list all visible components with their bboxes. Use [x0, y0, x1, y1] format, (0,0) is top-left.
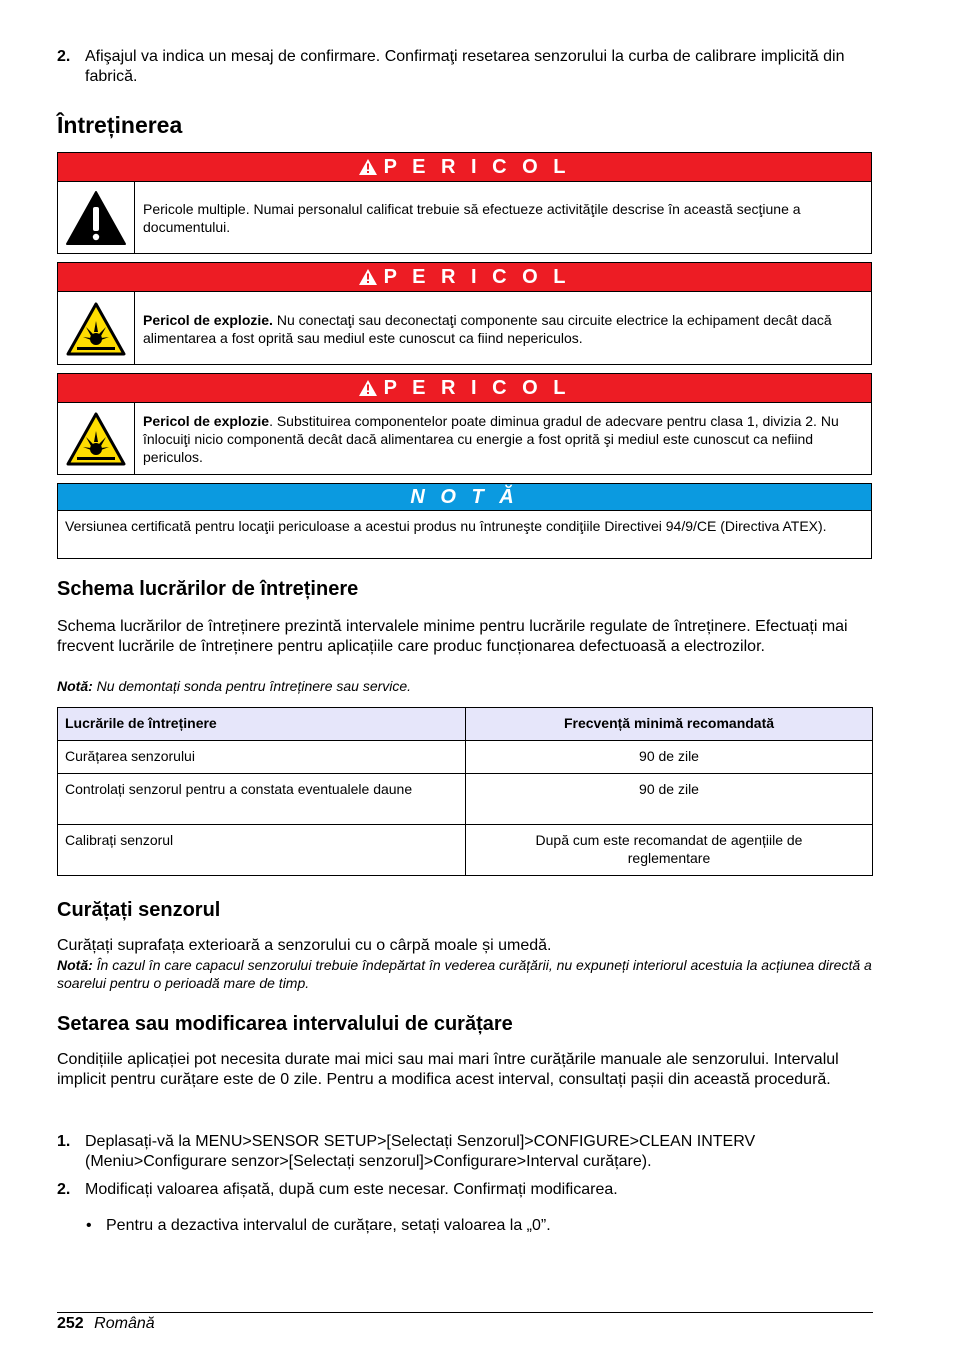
danger-label: P E R I C O L	[383, 376, 571, 399]
danger-label: P E R I C O L	[383, 155, 571, 178]
interval-paragraph: Condițiile aplicației pot necesita durate mai mici sau mai mari între curățările manuale ale senzorului. Intervalul implicit pentru curățare este de 0 zile. Pentru a modifica acest interval, consultați pașii din această procedură.	[57, 1051, 839, 1088]
maintenance-table	[57, 707, 873, 876]
explosion-hazard-icon	[58, 403, 135, 475]
step-number: 1.	[57, 1133, 71, 1150]
table-header-row	[58, 708, 873, 741]
note-text: În cazul în care capacul senzorului trebuie îndepărtat în vederea curățării, nu expuneți interiorul acestuia la acțiunea directă a soarelui pentru o perioadă mare de timp.	[57, 957, 872, 991]
danger-message: Pericole multiple. Numai personalul calificat trebuie să efectueze activităţile descrise în această secţiune a documentului.	[143, 201, 801, 235]
notice-header: N O T Ă	[58, 484, 871, 511]
danger-text	[135, 292, 871, 365]
table-cell	[466, 825, 873, 876]
danger-header	[58, 374, 871, 403]
danger-bold-text: Pericol de explozie	[143, 413, 270, 429]
danger-box-2	[57, 262, 872, 365]
note-label: Notă:	[57, 678, 93, 694]
page-footer	[57, 1314, 155, 1334]
danger-message: . Substituirea componentelor poate diminua gradul de adecvare pentru clasa 1, divizia 2. Nu înlocuiţi nicio componentă decât dacă alimentarea cu energie a fost oprită şi mediul este cunoscut ca nefiind periculos.	[143, 413, 839, 465]
clean-note	[57, 956, 873, 992]
table-cell: Controlați senzorul pentru a constata eventualele daune	[58, 774, 466, 825]
column-header: Frecvență minimă recomandată	[466, 708, 873, 741]
step-text: Afişajul va indica un mesaj de confirmare. Confirmaţi resetarea senzorului la curba de calibrare implicită din fabrică.	[85, 48, 845, 85]
danger-box-1	[57, 152, 872, 254]
table-row	[58, 741, 873, 774]
table-row	[58, 825, 873, 876]
step-number: 2.	[57, 1181, 71, 1198]
column-header: Lucrările de întreținere	[58, 708, 466, 741]
danger-header	[58, 153, 871, 182]
procedure-step-2	[57, 1180, 873, 1202]
danger-message: Nu conectaţi sau deconectaţi componente sau circuite electrice la echipament decât dacă alimentarea a fost oprită sau mediul este cunoscut ca fiind nepericulos.	[143, 311, 832, 346]
danger-text	[135, 403, 871, 475]
table-cell: 90 de zile	[466, 741, 873, 774]
table-row	[58, 774, 873, 825]
notice-box	[57, 483, 872, 559]
schedule-note	[57, 677, 873, 695]
step-text: Deplasați-vă la MENU>SENSOR SETUP>[Selectați Senzorul]>CONFIGURE>CLEAN INTERV (Meniu>Configurare senzor>[Selectați senzorul]>Configurare>Interval curățare).	[85, 1133, 756, 1170]
footer-language: Română	[94, 1315, 155, 1332]
section-heading-interval: Setarea sau modificarea intervalului de curățare	[57, 1013, 513, 1035]
danger-text	[135, 182, 871, 254]
table-cell: 90 de zile	[466, 774, 873, 825]
warning-triangle-icon	[359, 159, 377, 175]
warning-triangle-icon	[359, 380, 377, 396]
schedule-paragraph: Schema lucrărilor de întreținere prezintă intervalele minime pentru lucrările regulate de întreținere. Efectuați mai frecvent lucrările de întreținere pentru aplicațiile care produc funcționarea defectuoasă a electrozilor.	[57, 618, 848, 655]
table-cell: Curățarea senzorului	[58, 741, 466, 774]
danger-header	[58, 263, 871, 292]
bullet-dot: •	[86, 1217, 92, 1234]
step-number: 2.	[57, 48, 71, 65]
warning-triangle-icon	[359, 269, 377, 285]
page-title: Întreținerea	[57, 112, 183, 138]
notice-text: Versiunea certificată pentru locaţii periculoase a acestui produs nu întruneşte condiţiile Directivei 94/9/CE (Directiva ATEX).	[65, 518, 827, 534]
page-number: 252	[57, 1315, 84, 1332]
table-cell-text: După cum este recomandat de agențiile de reglementare	[535, 832, 803, 866]
danger-bold-text: Pericol de explozie.	[143, 311, 273, 328]
intro-step	[57, 47, 873, 89]
step-text: Modificați valoarea afișată, după cum este necesar. Confirmați modificarea.	[85, 1181, 618, 1198]
danger-box-3	[57, 373, 872, 475]
procedure-step-1	[57, 1132, 873, 1174]
danger-label: P E R I C O L	[383, 265, 571, 288]
note-text: Nu demontați sonda pentru întreținere sau service.	[92, 678, 412, 694]
bullet-text: Pentru a dezactiva intervalul de curățare, setați valoarea la „0”.	[106, 1217, 551, 1234]
section-heading-clean: Curățați senzorul	[57, 899, 221, 921]
clean-paragraph: Curățați suprafața exterioară a senzorului cu o cârpă moale și umedă.	[57, 937, 552, 954]
warning-exclamation-icon	[58, 182, 135, 254]
table-cell: Calibrați senzorul	[58, 825, 466, 876]
footer-rule	[57, 1312, 873, 1313]
note-label: Notă:	[57, 957, 93, 973]
explosion-hazard-icon	[58, 292, 135, 365]
section-heading-schedule: Schema lucrărilor de întreținere	[57, 578, 359, 600]
